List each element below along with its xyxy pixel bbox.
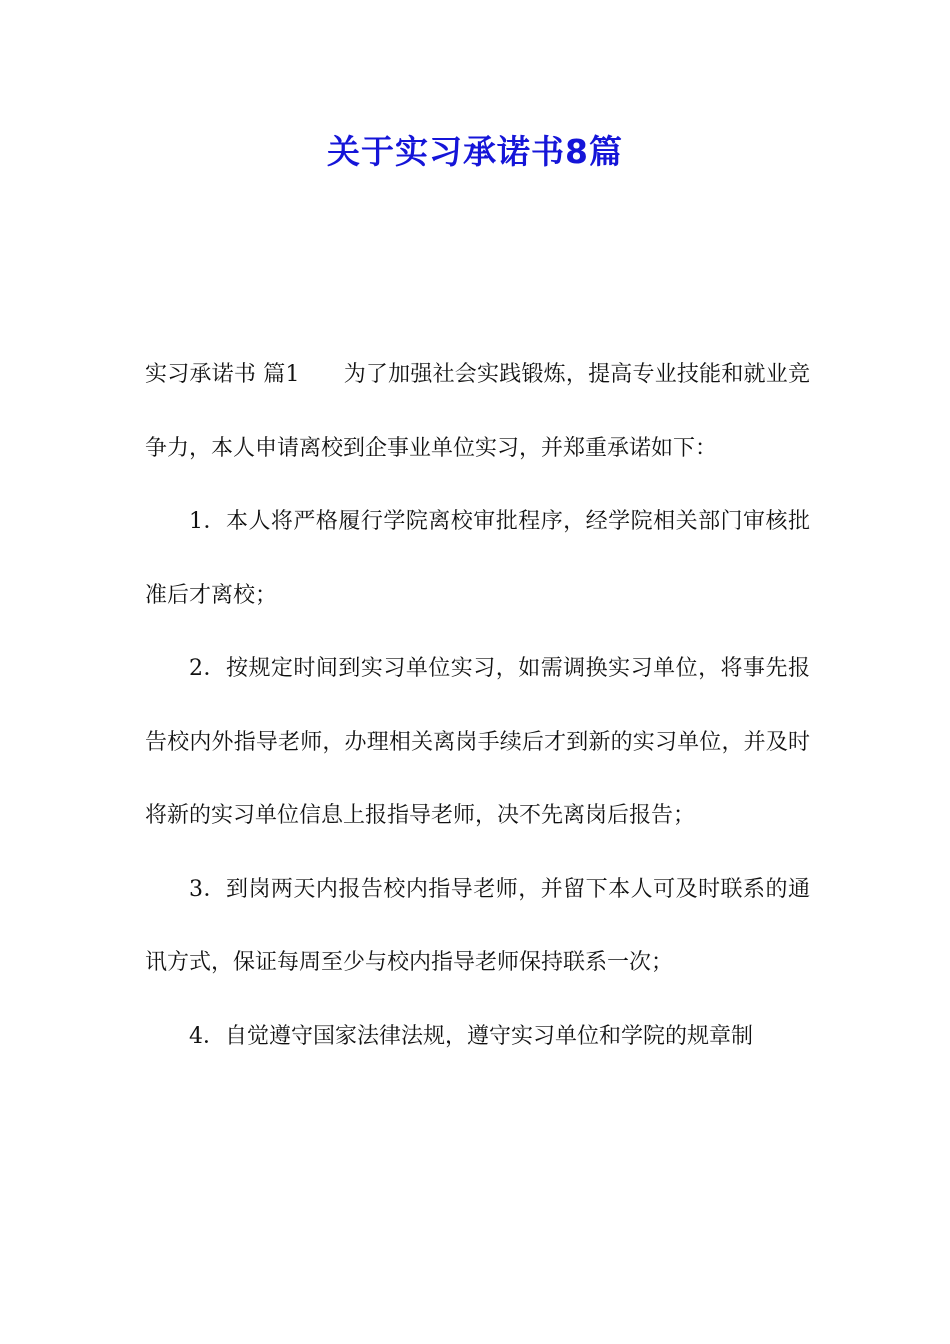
document-body [145, 338, 810, 1073]
section-label: 实习承诺书 篇1 [145, 362, 300, 387]
intro-text: 为了加强社会实践锻炼，提高专业技能和就业竞争力，本人申请离校到企事业单位实习，并郑重承诺如下： [145, 362, 810, 461]
intro-paragraph [145, 338, 810, 485]
document-title: 关于实习承诺书8篇 [327, 132, 623, 171]
list-item-4: 4．自觉遵守国家法律法规，遵守实习单位和学院的规章制 [189, 1023, 753, 1049]
list-item-3: 3．到岗两天内报告校内指导老师，并留下本人可及时联系的通讯方式，保证每周至少与校内指导老师保持联系一次； [145, 876, 810, 975]
list-item-2: 2．按规定时间到实习单位实习，如需调换实习单位，将事先报告校内外指导老师，办理相关离岗手续后才到新的实习单位，并及时将新的实习单位信息上报指导老师，决不先离岗后报告； [145, 656, 810, 828]
list-item-1: 1．本人将严格履行学院离校审批程序，经学院相关部门审核批准后才离校； [145, 509, 810, 608]
